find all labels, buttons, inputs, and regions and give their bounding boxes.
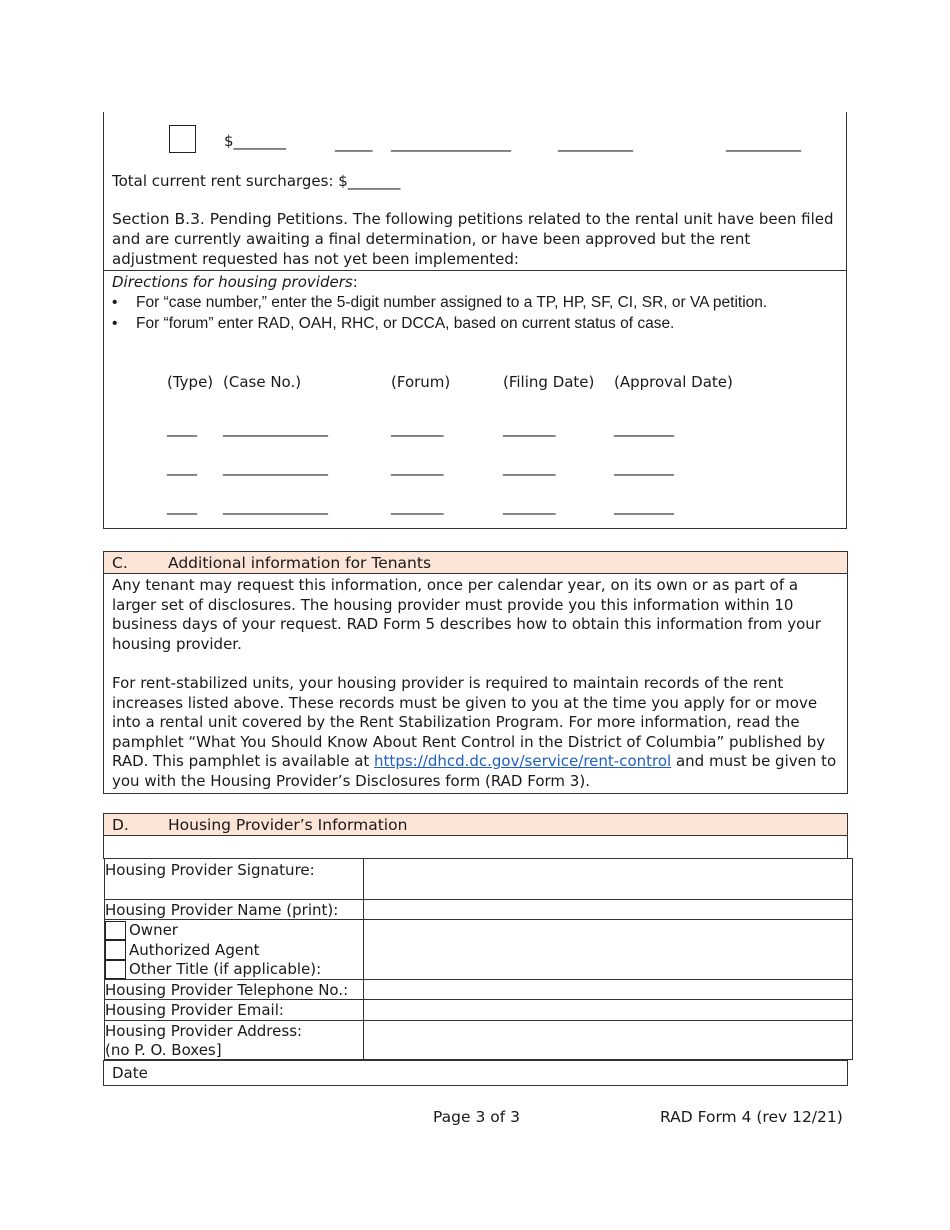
petition-row-3-filing: _______ [503, 497, 556, 515]
petition-row-3-case: ______________ [223, 497, 328, 515]
authorized-agent-checkbox[interactable] [105, 940, 126, 960]
section-b3-divider [103, 270, 847, 271]
surcharge-blank-1: _____ [335, 134, 373, 152]
section-c-para-2b: and must be given to you with the Housing Provider’s Disclosures form (RAD Form 3). [112, 752, 837, 790]
col-filing-date: (Filing Date) [503, 373, 595, 391]
petition-row-2-approval: ________ [614, 458, 674, 476]
section-c-para-1: Any tenant may request this information, once per calendar year, on its own or as part of a larger set of disclosures. The housing provider must provide you this information within 10 business days of your request. RAD Form 5 describes how to obtain this information from your housing provider. [112, 576, 821, 653]
petition-row-1-type: ____ [167, 419, 197, 437]
petition-row-2-case: ______________ [223, 458, 328, 476]
petition-row-2-forum: _______ [391, 458, 444, 476]
rent-control-link[interactable]: https://dhcd.dc.gov/service/rent-control [374, 752, 672, 771]
petition-row-2-filing: _______ [503, 458, 556, 476]
name-field[interactable] [364, 900, 852, 919]
title-field[interactable] [364, 920, 852, 979]
petition-row-1-forum: _______ [391, 419, 444, 437]
surcharge-amount: $_______ [224, 132, 287, 150]
form-id: RAD Form 4 (rev 12/21) [660, 1108, 843, 1126]
petition-row-1-case: ______________ [223, 419, 328, 437]
col-approval-date: (Approval Date) [614, 373, 733, 391]
direction-case-number: • For “case number,” enter the 5-digit number assigned to a TP, HP, SF, CI, SR, or VA petition. [108, 293, 798, 313]
telephone-label: Housing Provider Telephone No.: [105, 981, 349, 999]
section-c-para-2 [112, 674, 840, 792]
surcharge-blank-2: ________________ [391, 134, 511, 152]
name-label: Housing Provider Name (print): [105, 901, 339, 919]
owner-checkbox[interactable] [105, 921, 126, 940]
section-b3-title: Section B.3. Pending Petitions. [112, 210, 349, 228]
signature-label: Housing Provider Signature: [105, 861, 315, 879]
col-forum: (Forum) [391, 373, 451, 391]
direction-forum: • For “forum” enter RAD, OAH, RHC, or DCCA, based on current status of case. [108, 314, 798, 334]
address-field[interactable] [364, 1021, 852, 1060]
col-type: (Type) [167, 373, 214, 391]
address-note: (no P. O. Boxes] [105, 1041, 222, 1059]
section-d-header-rule [103, 835, 848, 836]
col-case-no: (Case No.) [223, 373, 302, 391]
surcharge-blank-4: __________ [726, 134, 801, 152]
authorized-agent-label: Authorized Agent [129, 941, 260, 959]
section-b3-paragraph [112, 209, 840, 269]
page-number: Page 3 of 3 [433, 1108, 520, 1126]
directions-label: Directions for housing providers [112, 273, 353, 291]
petition-row-1-filing: _______ [503, 419, 556, 437]
surcharge-blank-3: __________ [558, 134, 633, 152]
petition-row-3-forum: _______ [391, 497, 444, 515]
petition-row-1-approval: ________ [614, 419, 674, 437]
other-title-checkbox[interactable] [105, 960, 126, 979]
section-b3-text: The following petitions related to the rental unit have been filed and are currently awaiting a final determination, or have been approved but the rent adjustment requested has not yet been implemented: [112, 210, 834, 268]
directions-colon: : [352, 273, 358, 291]
petition-row-2-type: ____ [167, 458, 197, 476]
email-label: Housing Provider Email: [105, 1001, 284, 1019]
total-surcharges: Total current rent surcharges: $_______ [112, 172, 401, 190]
owner-label: Owner [129, 921, 178, 939]
directions-heading [112, 272, 358, 292]
telephone-field[interactable] [364, 980, 852, 999]
section-c-para-2a: For rent-stabilized units, your housing provider is required to maintain records of the rent increases listed above. These records must be given to you at the time you apply for or move into a rental unit covered by the Rent Stabilization Program. For more information, read the pamphlet “What You Should Know About Rent Control in the District of Columbia” published by RAD. This pamphlet is available at [112, 674, 826, 771]
email-field[interactable] [364, 1000, 852, 1020]
section-d-title: Housing Provider’s Information [168, 816, 408, 834]
section-c-title: Additional information for Tenants [168, 554, 432, 572]
petition-row-3-type: ____ [167, 497, 197, 515]
surcharge-checkbox[interactable] [169, 125, 196, 153]
petition-row-3-approval: ________ [614, 497, 674, 515]
address-label: Housing Provider Address: [105, 1022, 303, 1040]
section-c-header-rule [103, 573, 848, 574]
date-row[interactable] [103, 1060, 848, 1086]
other-title-label: Other Title (if applicable): [129, 960, 322, 978]
section-c-letter: C. [112, 554, 128, 572]
directions-list [108, 293, 798, 334]
signature-field[interactable] [364, 859, 852, 899]
date-label: Date [112, 1064, 148, 1082]
section-d-letter: D. [112, 816, 129, 834]
